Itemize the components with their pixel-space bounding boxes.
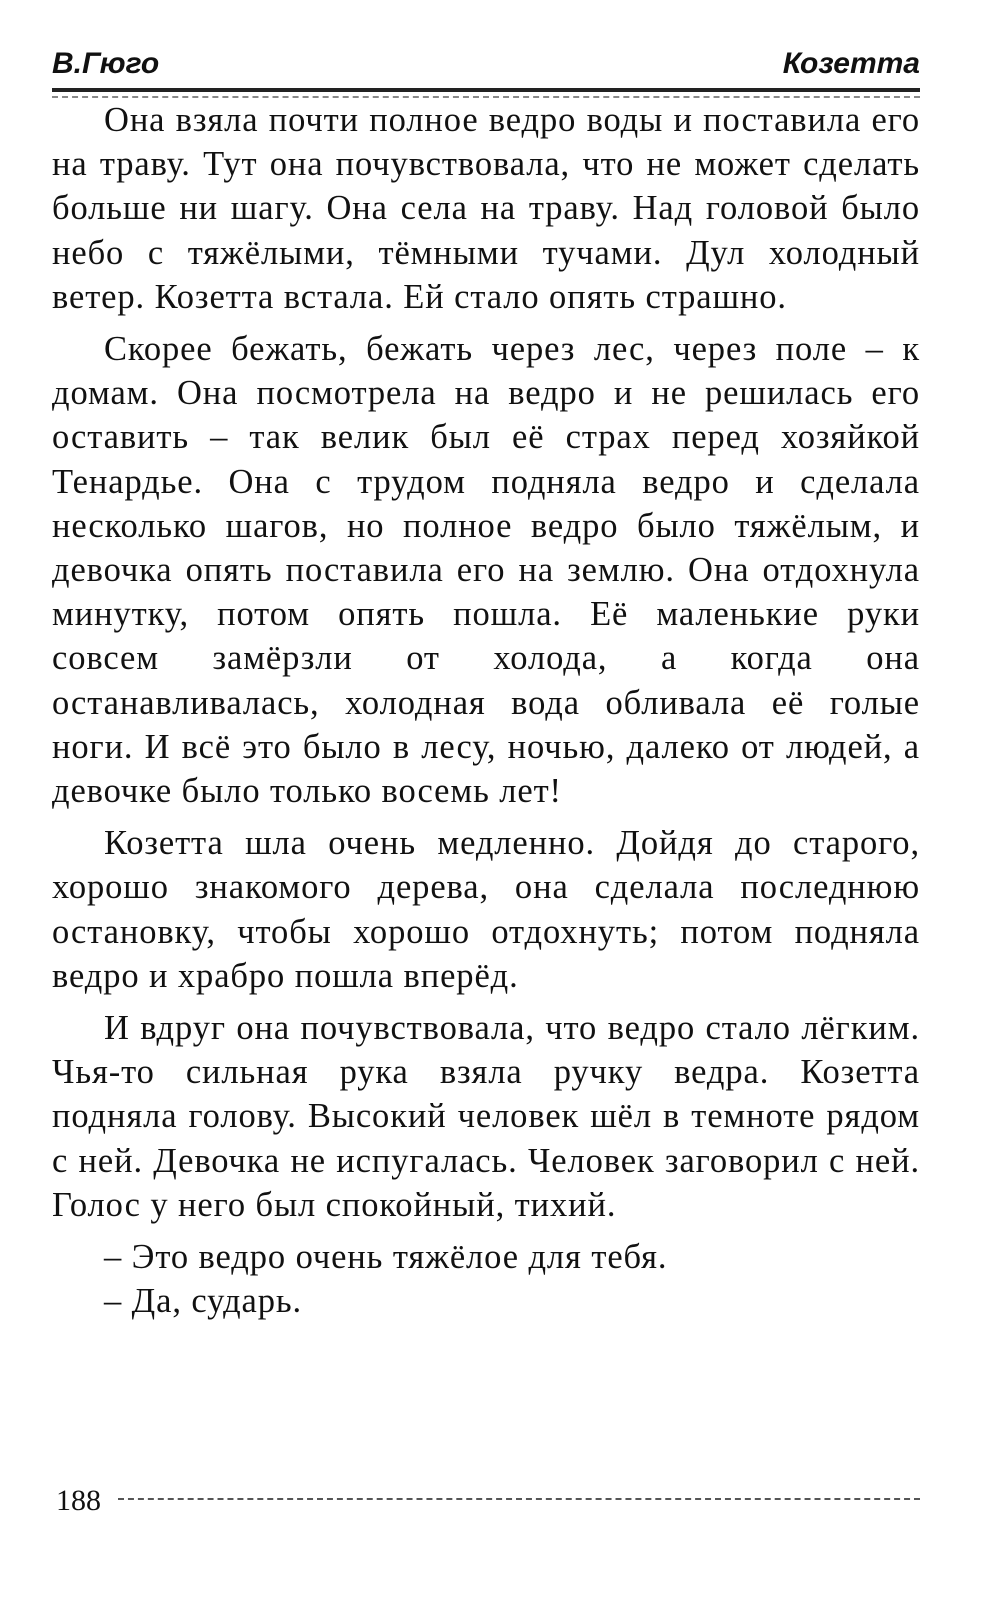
header-rule (52, 88, 920, 92)
footer-rule (118, 1498, 920, 1500)
header-title: Козетта (782, 47, 920, 80)
dialog-line-1: – Это ведро очень тяжёлое для тебя. (104, 1238, 668, 1277)
page-number: 188 (56, 1484, 101, 1517)
header-author: В.Гюго (52, 47, 160, 80)
running-header (52, 44, 920, 88)
paragraph-1: Она взяла почти полное ведро воды и поставила его на траву. Тут она почувствовала, что не может сделать больше ни шагу. Она села на траву. Над головой было небо с тяжёлыми, тёмными тучами. Дул холодный ветер. Козетта встала. Ей стало опять страшно. (52, 101, 920, 316)
paragraph-3: Козетта шла очень медленно. Дойдя до старого, хорошо знакомого дерева, она сделала последнюю остановку, чтобы хорошо отдохнуть; потом подняла ведро и храбро пошла вперёд. (52, 824, 920, 995)
dialog-line-2: – Да, сударь. (104, 1282, 303, 1321)
body-text (52, 98, 920, 1323)
paragraph-4: И вдруг она почувствовала, что ведро стало лёгким. Чья-то сильная рука взяла ручку ведра. Козетта подняла голову. Высокий человек шёл в темноте рядом с ней. Девочка не испугалась. Человек заговорил с ней. Голос у него был спокойный, тихий. (52, 1009, 920, 1224)
paragraph-2: Скорее бежать, бежать через лес, через поле – к домам. Она посмотрела на ведро и не решилась его оставить – так велик был её страх перед хозяйкой Тенардье. Она с трудом подняла ведро и сделала несколько шагов, но полное ведро было тяжёлым, и девочка опять поставила его на землю. Она отдохнула минутку, потом опять пошла. Её маленькие руки совсем замёрзли от холода, а когда она останавливалась, холодная вода обливала её голые ноги. И всё это было в лесу, ночью, далеко от людей, а девочке было только восемь лет! (52, 330, 920, 811)
